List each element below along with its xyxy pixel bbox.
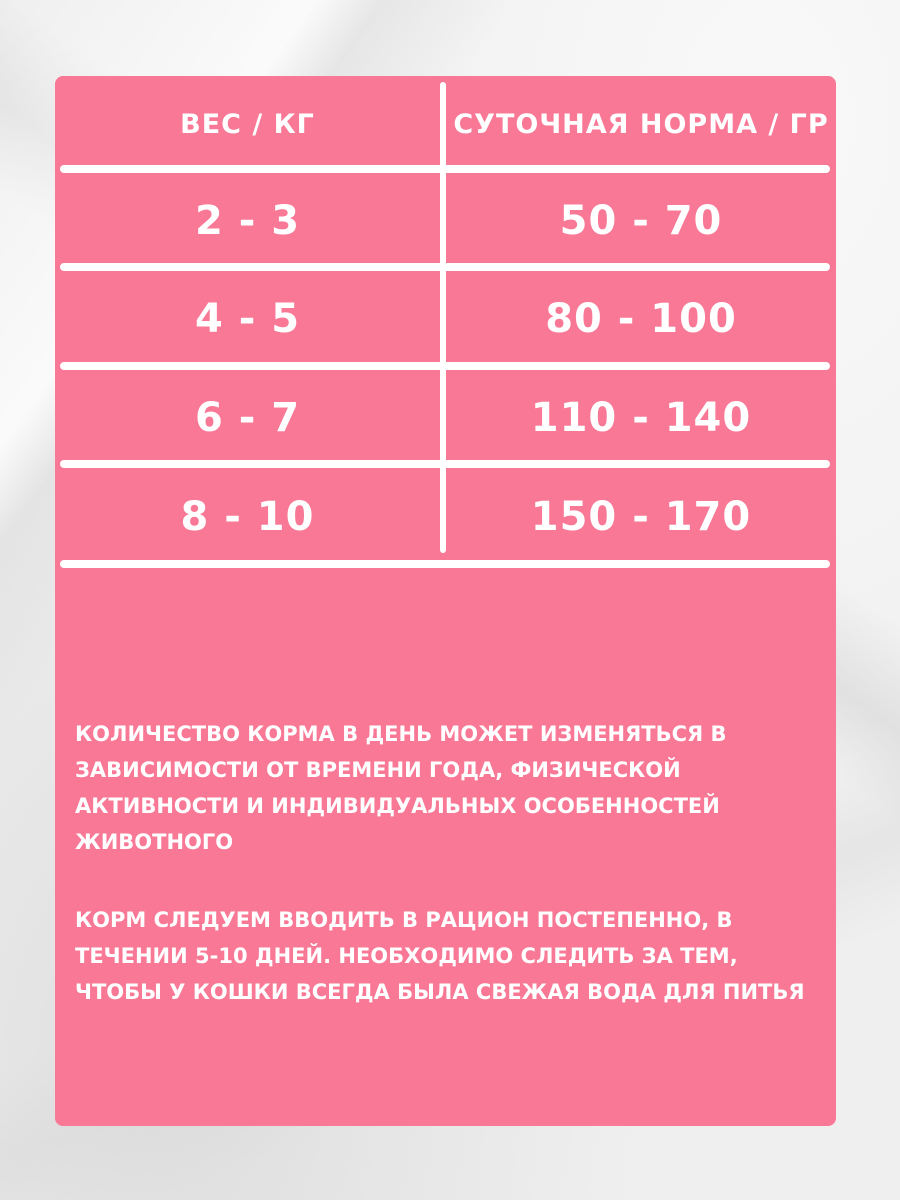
cell-daily-norm: 110 - 140 [530,395,752,441]
cell-daily-norm: 50 - 70 [559,198,723,244]
cell-weight: 6 - 7 [194,395,301,441]
header-weight: ВЕС / КГ [180,108,315,140]
header-daily-norm: СУТОЧНАЯ НОРМА / ГР [453,108,829,140]
row-divider [60,165,830,173]
cell-daily-norm: 80 - 100 [545,296,737,342]
cell-weight: 8 - 10 [180,494,315,540]
feeding-card [55,76,836,1126]
row-divider [60,263,830,271]
cell-weight: 4 - 5 [194,296,301,342]
row-divider [60,460,830,468]
row-divider [60,560,830,568]
transition-note: КОРМ СЛЕДУЕМ ВВОДИТЬ В РАЦИОН ПОСТЕПЕННО, В ТЕЧЕНИИ 5-10 ДНЕЙ. НЕОБХОДИМО СЛЕДИТЬ ЗА ТЕМ, ЧТОБЫ У КОШКИ ВСЕГДА БЫЛА СВЕЖАЯ ВОДА ДЛЯ ПИТЬЯ [75,908,805,1004]
cell-weight: 2 - 3 [194,198,301,244]
feeding-note: КОЛИЧЕСТВО КОРМА В ДЕНЬ МОЖЕТ ИЗМЕНЯТЬСЯ В ЗАВИСИМОСТИ ОТ ВРЕМЕНИ ГОДА, ФИЗИЧЕСКОЙ АКТИВНОСТИ И ИНДИВИДУАЛЬНЫХ ОСОБЕННОСТЕЙ ЖИВОТНОГО [75,722,727,854]
cell-daily-norm: 150 - 170 [530,494,752,540]
row-divider [60,362,830,370]
